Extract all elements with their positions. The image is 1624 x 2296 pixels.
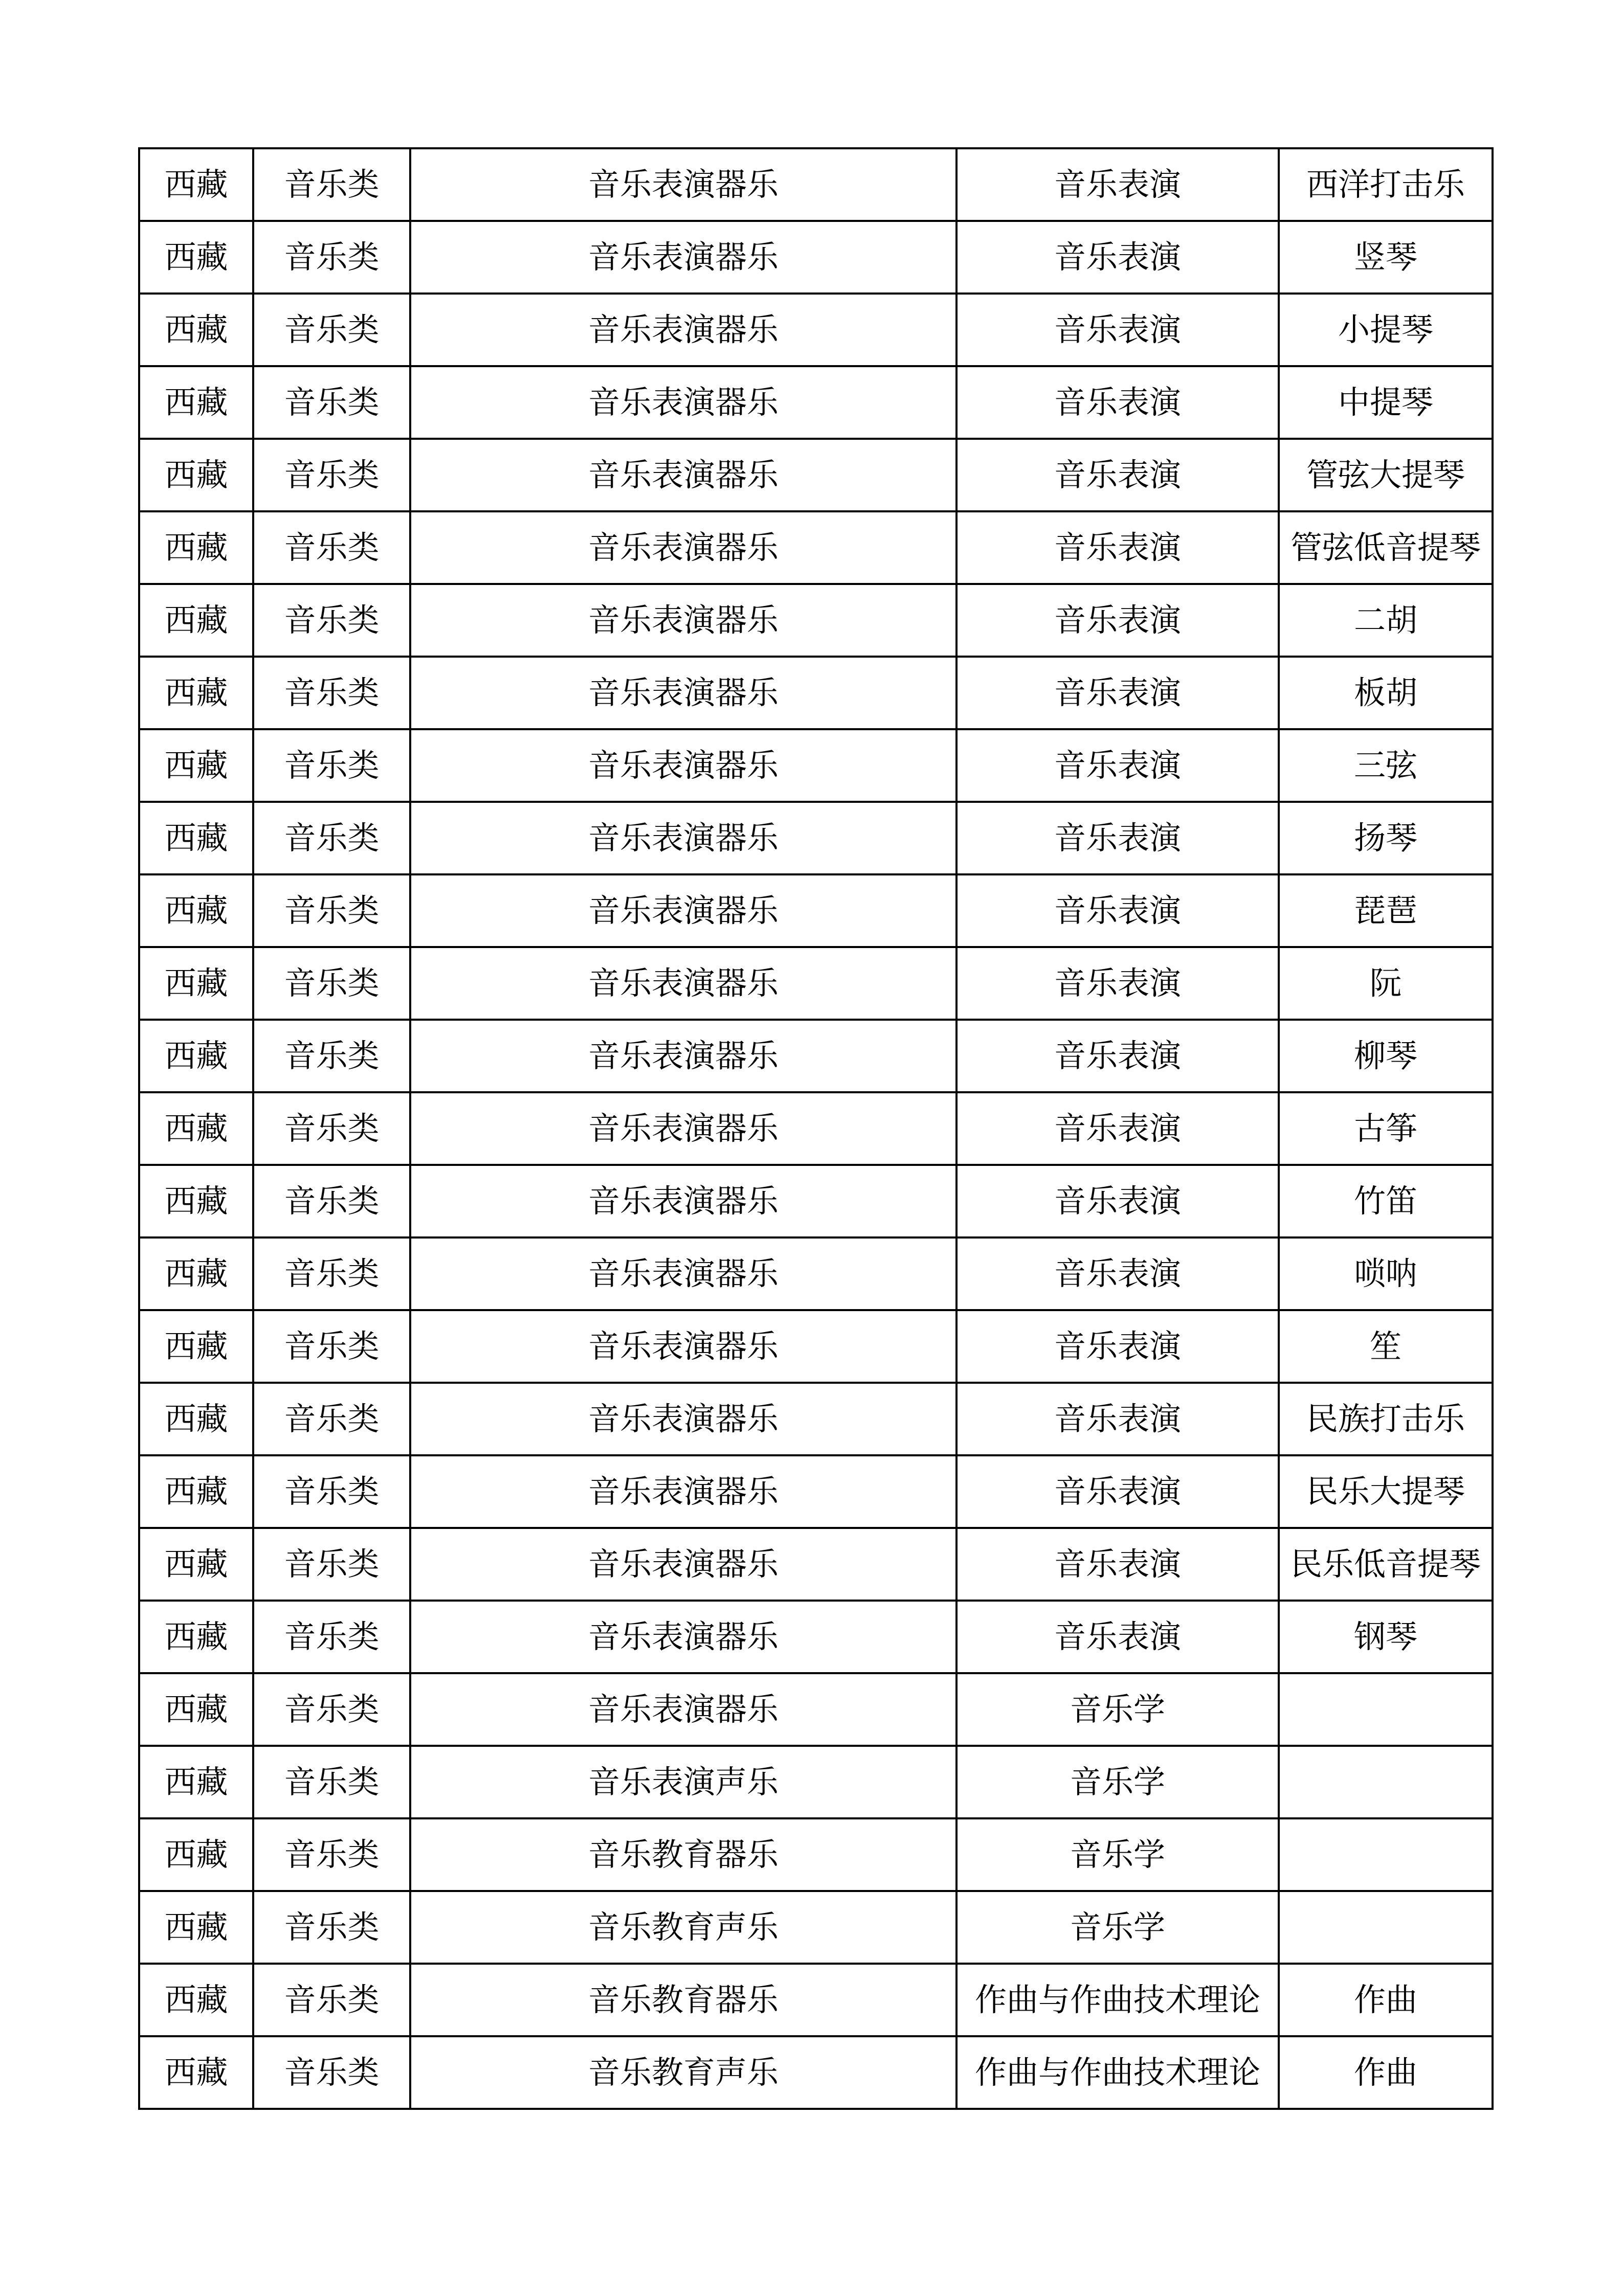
table-row: [139, 1165, 1493, 1237]
exam-subject-cell: 音乐表演器乐: [410, 802, 956, 874]
major-cell: 作曲与作曲技术理论: [956, 2036, 1279, 2109]
major-cell: 音乐表演: [956, 511, 1279, 584]
table-row: [139, 1891, 1493, 1964]
category-cell: 音乐类: [253, 802, 410, 874]
category-cell: 音乐类: [253, 657, 410, 729]
direction-cell: [1279, 1891, 1493, 1964]
province-cell: 西藏: [139, 947, 253, 1020]
exam-subject-cell: 音乐表演器乐: [410, 1165, 956, 1237]
category-cell: 音乐类: [253, 947, 410, 1020]
category-cell: 音乐类: [253, 1310, 410, 1383]
major-cell: 音乐表演: [956, 1383, 1279, 1455]
direction-cell: 竖琴: [1279, 221, 1493, 294]
table-row: [139, 1673, 1493, 1746]
province-cell: 西藏: [139, 1673, 253, 1746]
province-cell: 西藏: [139, 657, 253, 729]
table-row: [139, 221, 1493, 294]
direction-cell: 民乐低音提琴: [1279, 1528, 1493, 1601]
major-cell: 音乐表演: [956, 366, 1279, 439]
exam-subject-cell: 音乐表演器乐: [410, 1528, 956, 1601]
province-cell: 西藏: [139, 584, 253, 657]
category-cell: 音乐类: [253, 2036, 410, 2109]
table-row: [139, 511, 1493, 584]
category-cell: 音乐类: [253, 1165, 410, 1237]
category-cell: 音乐类: [253, 1528, 410, 1601]
table-row: [139, 439, 1493, 511]
major-cell: 音乐学: [956, 1891, 1279, 1964]
exam-subject-cell: 音乐表演器乐: [410, 874, 956, 947]
major-cell: 音乐表演: [956, 439, 1279, 511]
table-row: [139, 584, 1493, 657]
direction-cell: 钢琴: [1279, 1601, 1493, 1673]
major-cell: 音乐学: [956, 1746, 1279, 1818]
exam-subject-cell: 音乐表演器乐: [410, 1237, 956, 1310]
category-cell: 音乐类: [253, 1383, 410, 1455]
direction-cell: [1279, 1818, 1493, 1891]
category-cell: 音乐类: [253, 874, 410, 947]
exam-subject-cell: 音乐表演器乐: [410, 439, 956, 511]
direction-cell: 中提琴: [1279, 366, 1493, 439]
table-row: [139, 148, 1493, 221]
direction-cell: 作曲: [1279, 1964, 1493, 2036]
major-cell: 音乐表演: [956, 1020, 1279, 1092]
major-cell: 音乐表演: [956, 802, 1279, 874]
major-cell: 音乐表演: [956, 1455, 1279, 1528]
major-cell: 音乐表演: [956, 1528, 1279, 1601]
province-cell: 西藏: [139, 294, 253, 366]
province-cell: 西藏: [139, 1092, 253, 1165]
table-row: [139, 657, 1493, 729]
major-cell: 音乐表演: [956, 1237, 1279, 1310]
province-cell: 西藏: [139, 802, 253, 874]
direction-cell: 板胡: [1279, 657, 1493, 729]
category-cell: 音乐类: [253, 1746, 410, 1818]
major-cell: 音乐表演: [956, 1601, 1279, 1673]
exam-subject-cell: 音乐表演声乐: [410, 1746, 956, 1818]
table-row: [139, 294, 1493, 366]
province-cell: 西藏: [139, 1237, 253, 1310]
major-cell: 音乐表演: [956, 729, 1279, 802]
direction-cell: [1279, 1746, 1493, 1818]
table-row: [139, 2036, 1493, 2109]
exam-subject-cell: 音乐表演器乐: [410, 1383, 956, 1455]
direction-cell: 柳琴: [1279, 1020, 1493, 1092]
exam-subject-cell: 音乐教育声乐: [410, 1891, 956, 1964]
major-cell: 音乐学: [956, 1818, 1279, 1891]
province-cell: 西藏: [139, 1746, 253, 1818]
exam-subject-cell: 音乐表演器乐: [410, 729, 956, 802]
category-cell: 音乐类: [253, 584, 410, 657]
exam-subject-cell: 音乐表演器乐: [410, 1601, 956, 1673]
exam-subject-cell: 音乐表演器乐: [410, 657, 956, 729]
major-cell: 音乐表演: [956, 1092, 1279, 1165]
province-cell: 西藏: [139, 511, 253, 584]
direction-cell: 作曲: [1279, 2036, 1493, 2109]
direction-cell: 三弦: [1279, 729, 1493, 802]
province-cell: 西藏: [139, 1601, 253, 1673]
direction-cell: 琵琶: [1279, 874, 1493, 947]
table-row: [139, 1383, 1493, 1455]
category-cell: 音乐类: [253, 148, 410, 221]
province-cell: 西藏: [139, 1020, 253, 1092]
category-cell: 音乐类: [253, 1673, 410, 1746]
exam-subject-cell: 音乐教育器乐: [410, 1818, 956, 1891]
category-cell: 音乐类: [253, 1237, 410, 1310]
category-cell: 音乐类: [253, 1818, 410, 1891]
exam-subject-cell: 音乐教育器乐: [410, 1964, 956, 2036]
exam-subject-cell: 音乐表演器乐: [410, 1310, 956, 1383]
table-row: [139, 802, 1493, 874]
table-row: [139, 1818, 1493, 1891]
table-row: [139, 1455, 1493, 1528]
exam-subject-cell: 音乐教育声乐: [410, 2036, 956, 2109]
table-row: [139, 1601, 1493, 1673]
table-row: [139, 1237, 1493, 1310]
category-cell: 音乐类: [253, 1092, 410, 1165]
province-cell: 西藏: [139, 1455, 253, 1528]
table-row: [139, 1310, 1493, 1383]
major-cell: 音乐表演: [956, 221, 1279, 294]
direction-cell: 唢呐: [1279, 1237, 1493, 1310]
category-cell: 音乐类: [253, 1020, 410, 1092]
category-cell: 音乐类: [253, 294, 410, 366]
table-row: [139, 1092, 1493, 1165]
category-cell: 音乐类: [253, 729, 410, 802]
exam-subject-cell: 音乐表演器乐: [410, 511, 956, 584]
table-body: [139, 148, 1493, 2109]
exam-subject-cell: 音乐表演器乐: [410, 584, 956, 657]
direction-cell: 阮: [1279, 947, 1493, 1020]
exam-subject-cell: 音乐表演器乐: [410, 221, 956, 294]
province-cell: 西藏: [139, 1964, 253, 2036]
exam-subject-cell: 音乐表演器乐: [410, 1455, 956, 1528]
province-cell: 西藏: [139, 1310, 253, 1383]
major-cell: 音乐表演: [956, 148, 1279, 221]
exam-subject-cell: 音乐表演器乐: [410, 366, 956, 439]
province-cell: 西藏: [139, 2036, 253, 2109]
table-row: [139, 1964, 1493, 2036]
category-cell: 音乐类: [253, 439, 410, 511]
document-table: [138, 147, 1494, 2110]
table-row: [139, 1746, 1493, 1818]
province-cell: 西藏: [139, 1528, 253, 1601]
exam-subject-cell: 音乐表演器乐: [410, 294, 956, 366]
province-cell: 西藏: [139, 439, 253, 511]
exam-subject-cell: 音乐表演器乐: [410, 1673, 956, 1746]
province-cell: 西藏: [139, 1383, 253, 1455]
direction-cell: 西洋打击乐: [1279, 148, 1493, 221]
exam-subject-cell: 音乐表演器乐: [410, 947, 956, 1020]
province-cell: 西藏: [139, 366, 253, 439]
major-cell: 音乐学: [956, 1673, 1279, 1746]
province-cell: 西藏: [139, 729, 253, 802]
direction-cell: 扬琴: [1279, 802, 1493, 874]
major-cell: 音乐表演: [956, 584, 1279, 657]
direction-cell: 管弦大提琴: [1279, 439, 1493, 511]
province-cell: 西藏: [139, 1891, 253, 1964]
major-cell: 音乐表演: [956, 294, 1279, 366]
major-cell: 音乐表演: [956, 1165, 1279, 1237]
table-row: [139, 1528, 1493, 1601]
direction-cell: 管弦低音提琴: [1279, 511, 1493, 584]
province-cell: 西藏: [139, 148, 253, 221]
table-row: [139, 729, 1493, 802]
category-cell: 音乐类: [253, 1891, 410, 1964]
category-cell: 音乐类: [253, 221, 410, 294]
direction-cell: 二胡: [1279, 584, 1493, 657]
major-cell: 音乐表演: [956, 947, 1279, 1020]
table-row: [139, 1020, 1493, 1092]
category-cell: 音乐类: [253, 1455, 410, 1528]
category-cell: 音乐类: [253, 511, 410, 584]
table-row: [139, 947, 1493, 1020]
major-cell: 音乐表演: [956, 657, 1279, 729]
direction-cell: 小提琴: [1279, 294, 1493, 366]
direction-cell: 民族打击乐: [1279, 1383, 1493, 1455]
exam-subject-cell: 音乐表演器乐: [410, 1092, 956, 1165]
direction-cell: 古筝: [1279, 1092, 1493, 1165]
direction-cell: [1279, 1673, 1493, 1746]
exam-subject-cell: 音乐表演器乐: [410, 148, 956, 221]
category-cell: 音乐类: [253, 1964, 410, 2036]
direction-cell: 笙: [1279, 1310, 1493, 1383]
province-cell: 西藏: [139, 1818, 253, 1891]
major-cell: 音乐表演: [956, 874, 1279, 947]
table-row: [139, 366, 1493, 439]
province-cell: 西藏: [139, 1165, 253, 1237]
category-cell: 音乐类: [253, 366, 410, 439]
direction-cell: 竹笛: [1279, 1165, 1493, 1237]
direction-cell: 民乐大提琴: [1279, 1455, 1493, 1528]
province-cell: 西藏: [139, 221, 253, 294]
table-row: [139, 874, 1493, 947]
category-cell: 音乐类: [253, 1601, 410, 1673]
major-cell: 音乐表演: [956, 1310, 1279, 1383]
province-cell: 西藏: [139, 874, 253, 947]
major-cell: 作曲与作曲技术理论: [956, 1964, 1279, 2036]
exam-subject-cell: 音乐表演器乐: [410, 1020, 956, 1092]
